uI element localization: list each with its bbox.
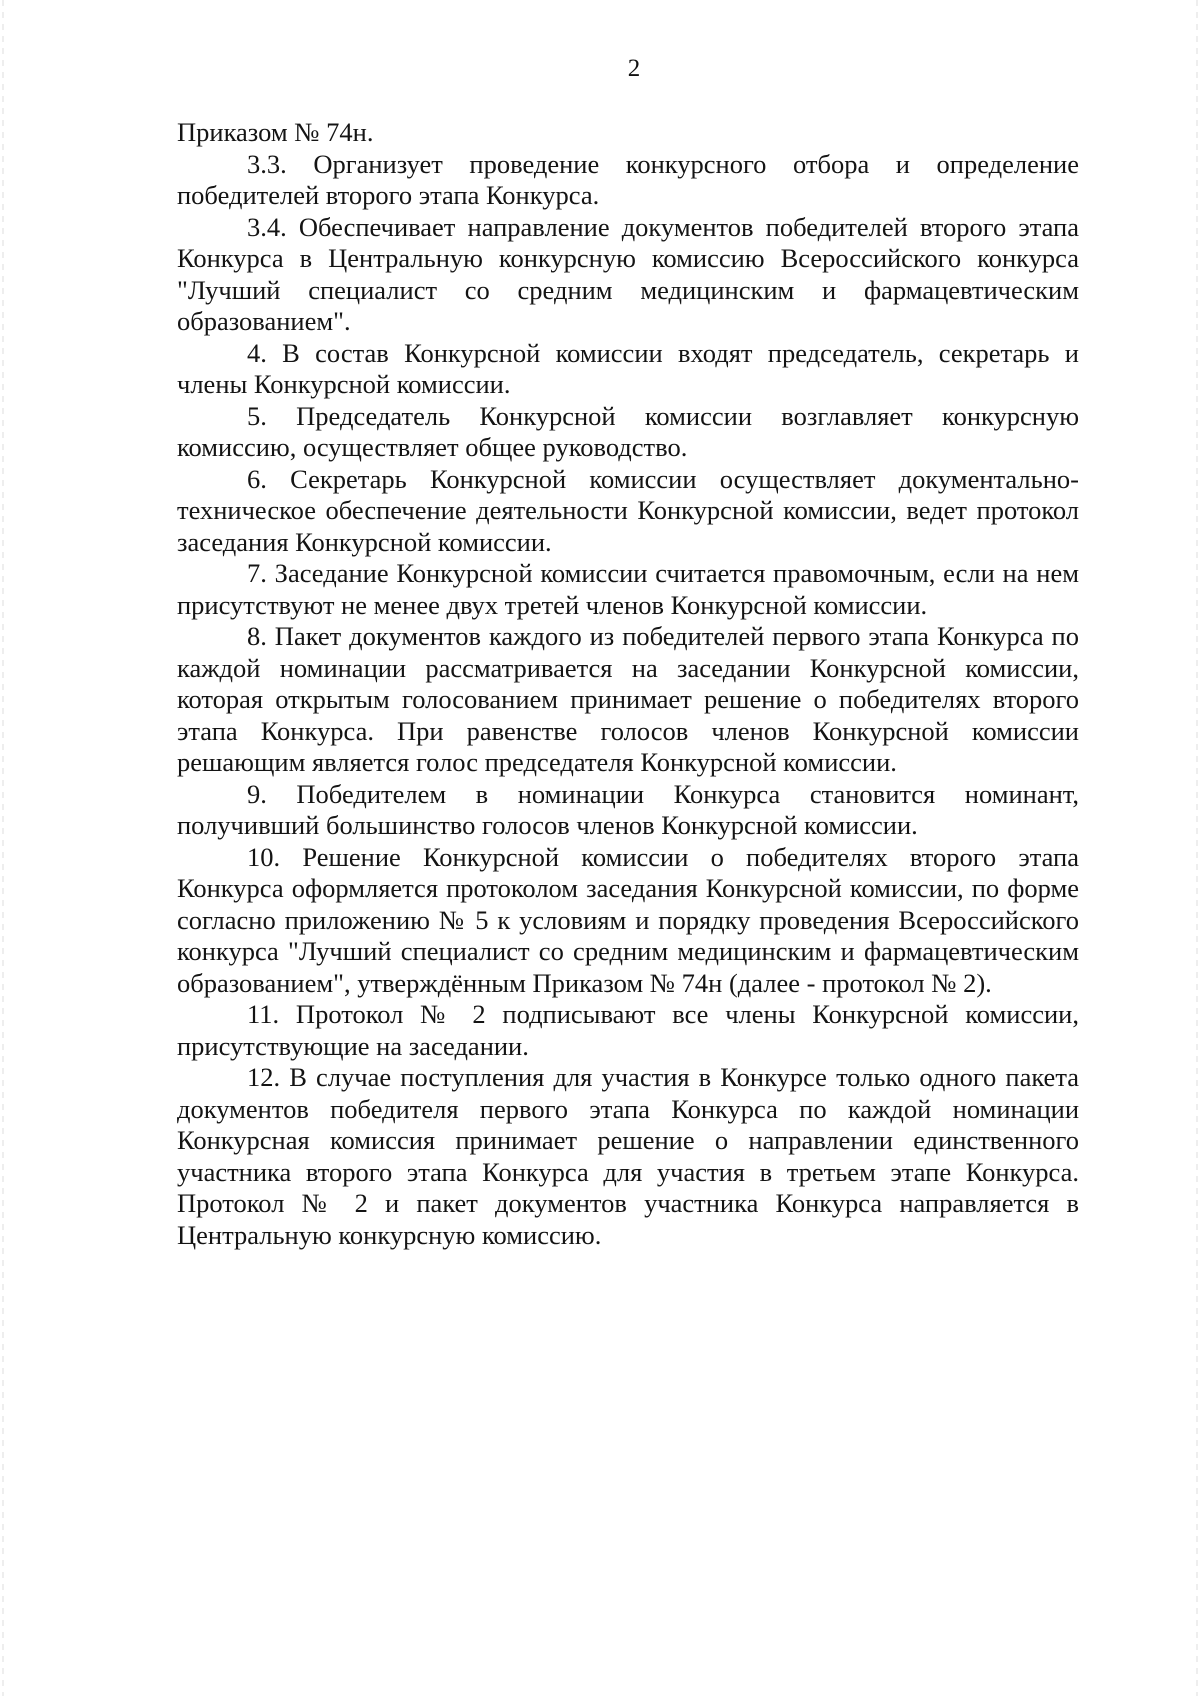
paragraph-7: 7. Заседание Конкурсной комиссии считается правомочным, если на нем присутствуют не менее двух третей членов Конкурсной комиссии. xyxy=(177,558,1079,620)
paragraph-8: 8. Пакет документов каждого из победителей первого этапа Конкурса по каждой номинации рассматривается на заседании Конкурсной комиссии, которая открытым голосованием принимает решение о победителях второго этапа Конкурса. При равенстве голосов членов Конкурсной комиссии решающим является голос председателя Конкурсной комиссии. xyxy=(177,621,1079,777)
paragraph-11: 11. Протокол № 2 подписывают все члены Конкурсной комиссии, присутствующие на заседании. xyxy=(177,999,1079,1061)
paragraph-10: 10. Решение Конкурсной комиссии о победителях второго этапа Конкурса оформляется протоколом заседания Конкурсной комиссии, по форме согласно приложению № 5 к условиям и порядку проведения Всероссийского конкурса "Лучший специалист со средним медицинским и фармацевтическим образованием", утверждённым Приказом № 74н (далее - протокол № 2). xyxy=(177,841,1079,998)
paragraph-4: 4. В состав Конкурсной комиссии входят председатель, секретарь и члены Конкурсной комиссии. xyxy=(177,337,1079,399)
paragraph-3-4: 3.4. Обеспечивает направление документов победителей второго этапа Конкурса в Центральную конкурсную комиссию Всероссийского конкурса "Лучший специалист со средним медицинским и фармацевтическим образованием". xyxy=(177,211,1079,336)
paragraph-3-3: 3.3. Организует проведение конкурсного отбора и определение победителей второго этапа Конкурса. xyxy=(177,148,1079,210)
paragraph-6: 6. Секретарь Конкурсной комиссии осуществляет документально-техническое обеспечение деятельности Конкурсной комиссии, ведет протокол заседания Конкурсной комиссии. xyxy=(177,463,1079,557)
scan-edge-left xyxy=(2,0,4,1696)
paragraph-5: 5. Председатель Конкурсной комиссии возглавляет конкурсную комиссию, осуществляет общее руководство. xyxy=(177,400,1079,462)
page-number: 2 xyxy=(627,55,641,82)
paragraph-continuation: Приказом № 74н. xyxy=(177,117,374,147)
paragraph-12: 12. В случае поступления для участия в Конкурсе только одного пакета документов победителя первого этапа Конкурса по каждой номинации Конкурсная комиссия принимает решение о направлении единственного участника второго этапа Конкурса для участия в третьем этапе Конкурса. Протокол № 2 и пакет документов участника Конкурса направляется в Центральную конкурсную комиссию. xyxy=(177,1062,1079,1250)
paragraph-9: 9. Победителем в номинации Конкурса становится номинант, получивший большинство голосов членов Конкурсной комиссии. xyxy=(177,778,1079,840)
scan-edge-right xyxy=(1196,0,1198,1696)
document-body xyxy=(177,117,1079,1251)
